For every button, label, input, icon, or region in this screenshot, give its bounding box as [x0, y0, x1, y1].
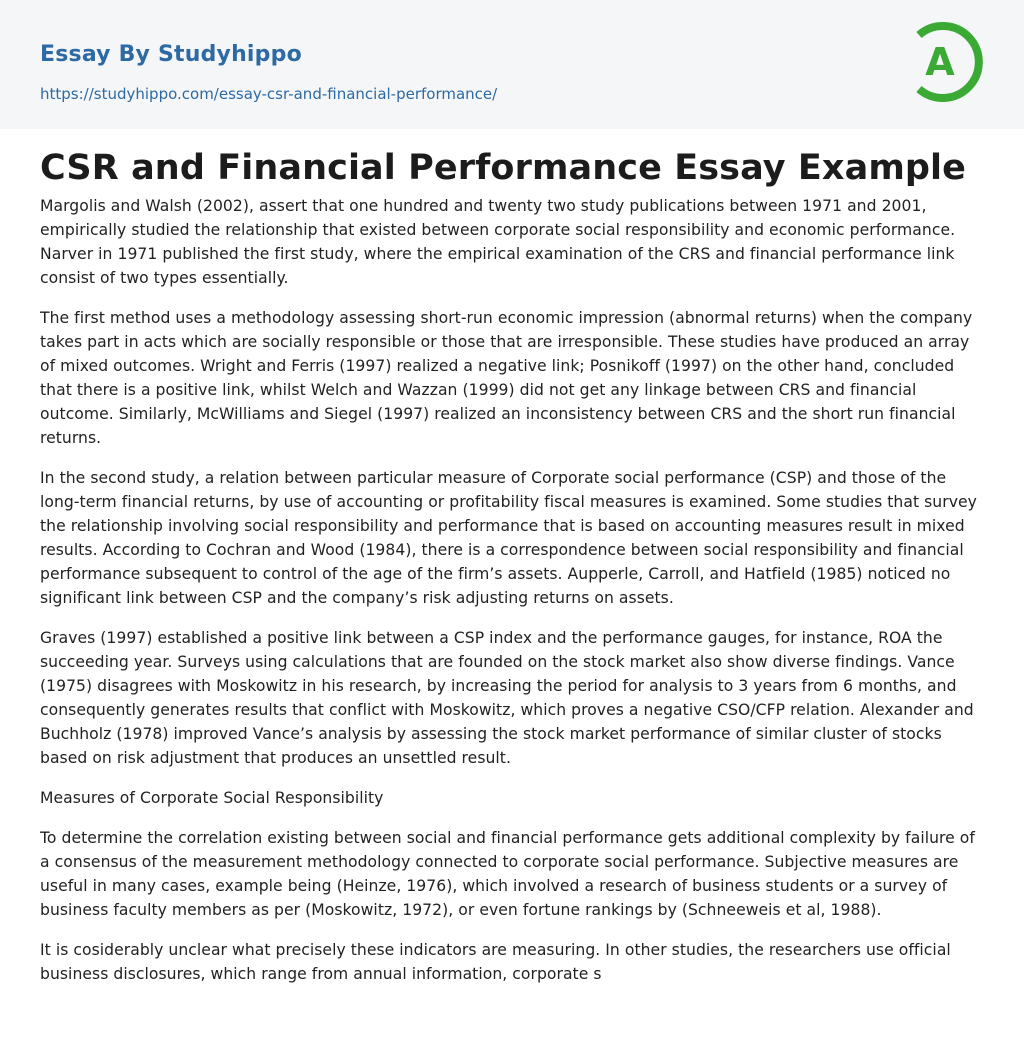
page-title: CSR and Financial Performance Essay Example: [40, 148, 966, 188]
article-paragraph: To determine the correlation existing between social and financial performance gets additional complexity by failure of a consensus of the measurement methodology connected to corporate social performance. Subjective measures are useful in many cases, example being (Heinze, 1976), which involved a research of business students or a survey of business faculty members as per (Moskowitz, 1972), or even fortune rankings by (Schneeweis et al, 1988).: [40, 829, 975, 919]
page-url-link[interactable]: https://studyhippo.com/essay-csr-and-financial-performance/: [40, 85, 498, 103]
article-paragraph: In the second study, a relation between particular measure of Corporate social performance (CSP) and those of the long-term financial returns, by use of accounting or profitability fiscal measures is examined. Some studies that survey the relationship involving social responsibility and performance that is based on accounting measures result in mixed results. According to Cochran and Wood (1984), there is a correspondence between social responsibility and financial performance subsequent to control of the age of the firm’s assets. Aupperle, Carroll, and Hatfield (1985) noticed no significant link between CSP and the company’s risk adjusting returns on assets.: [40, 469, 977, 607]
section-subheading: Measures of Corporate Social Responsibility: [40, 789, 384, 807]
article-paragraph: Margolis and Walsh (2002), assert that one hundred and twenty two study publications between 1971 and 2001, empirically studied the relationship that existed between corporate social responsibility and economic performance. Narver in 1971 published the first study, where the empirical examination of the CRS and financial performance link consist of two types essentially.: [40, 197, 956, 287]
article-paragraph: Graves (1997) established a positive link between a CSP index and the performance gauges, for instance, ROA the succeeding year. Surveys using calculations that are founded on the stock market also show diverse findings. Vance (1975) disagrees with Moskowitz in his research, by increasing the period for analysis to 3 years from 6 months, and consequently generates results that conflict with Moskowitz, which proves a negative CSO/CFP relation. Alexander and Buchholz (1978) improved Vance’s analysis by assessing the stock market performance of similar cluster of stocks based on risk adjustment that produces an unsettled result.: [40, 629, 974, 767]
site-brand[interactable]: Essay By Studyhippo: [40, 42, 302, 67]
article-paragraph: It is cosiderably unclear what precisely these indicators are measuring. In other studies, the researchers use official business disclosures, which range from annual information, corporate s: [40, 941, 951, 983]
article-paragraph: The first method uses a methodology assessing short-run economic impression (abnormal returns) when the company takes part in acts which are socially responsible or those that are irresponsible. These studies have produced an array of mixed outcomes. Wright and Ferris (1997) realized a negative link; Posnikoff (1997) on the other hand, concluded that there is a positive link, whilst Welch and Wazzan (1999) did not get any linkage between CRS and financial outcome. Similarly, McWilliams and Siegel (1997) realized an inconsistency between CRS and the short run financial returns.: [40, 309, 973, 447]
logo-letter: A: [925, 40, 955, 84]
article-body: [40, 194, 988, 1002]
